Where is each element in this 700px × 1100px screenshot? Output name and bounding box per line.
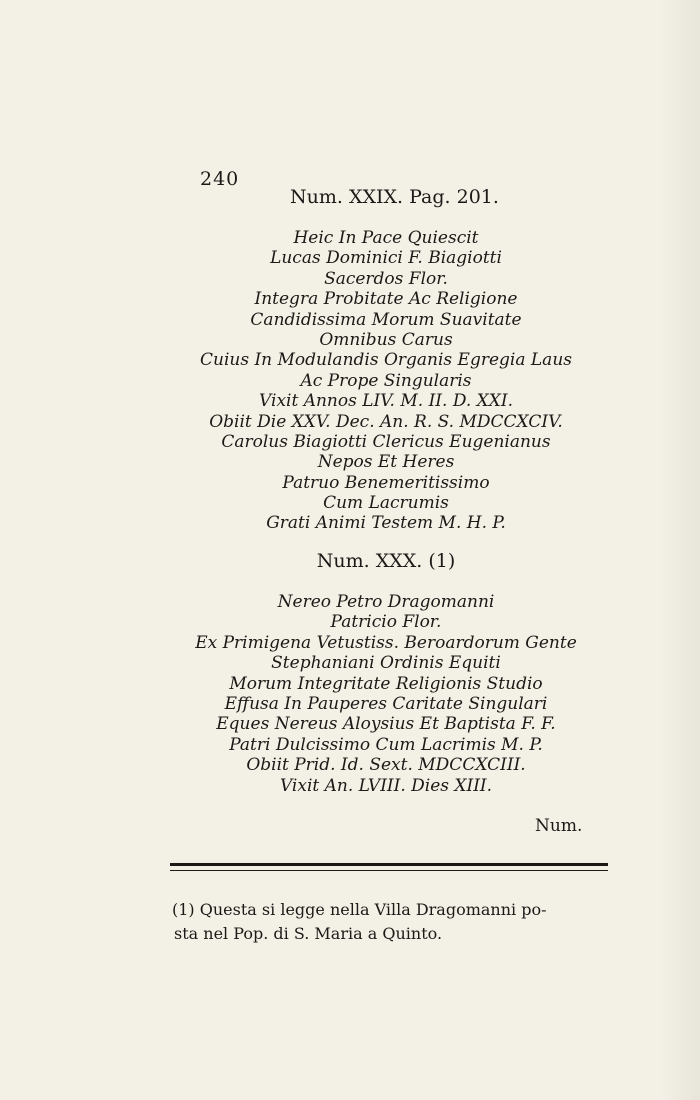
inscription-line: Obiit Die XXV. Dec. An. R. S. MDCCXCIV. [209,411,563,432]
inscription-line: Carolus Biagiotti Clericus Eugenianus [221,431,551,452]
inscription-line: Omnibus Carus [319,329,453,350]
inscription-line: Vixit Annos LIV. M. II. D. XXI. [259,391,513,412]
inscription-line: Nepos Et Heres [317,452,455,473]
catchword: Num. [535,816,583,836]
footnote-line: sta nel Pop. di S. Maria a Quinto. [174,924,443,943]
page-number: 240 [200,168,240,190]
inscription-line: Ex Primigena Vetustiss. Beroardorum Gente [195,632,577,653]
section-heading-xxx: Num. XXX. (1) [316,550,456,572]
inscription-line: Obiit Prid. Id. Sext. MDCCXCIII. [246,755,526,776]
footnote-rule [170,863,608,866]
inscription-xxx [170,592,602,796]
inscription-line: Patruo Benemeritissimo [282,472,490,493]
inscription-xxix [170,228,602,534]
inscription-line: Lucas Dominici F. Biagiotti [270,248,502,269]
inscription-line: Grati Animi Testem M. H. P. [266,513,506,534]
inscription-line: Ac Prope Singularis [300,370,472,391]
page-edge-shadow [660,0,700,1100]
inscription-line: Patri Dulcissimo Cum Lacrimis M. P. [229,734,543,755]
inscription-line: Stephaniani Ordinis Equiti [271,653,501,674]
inscription-line: Sacerdos Flor. [324,268,448,289]
footnote-line: (1) Questa si legge nella Villa Dragomanni po- [172,900,547,919]
inscription-line: Morum Integritate Religionis Studio [229,673,543,694]
running-head: Num. XXIX. Pag. 201. [290,186,499,208]
inscription-line: Effusa In Pauperes Caritate Singulari [224,693,548,714]
inscription-line: Vixit An. LVIII. Dies XIII. [279,775,493,796]
footnote [172,898,608,946]
inscription-line: Nereo Petro Dragomanni [277,592,495,612]
inscription-line: Eques Nereus Aloysius Et Baptista F. F. [216,714,556,735]
inscription-line: Cuius In Modulandis Organis Egregia Laus [199,350,572,371]
page-header [200,168,600,208]
inscription-line: Integra Probitate Ac Religione [254,289,518,310]
inscription-line: Candidissima Morum Suavitate [250,309,522,330]
inscription-line: Patricio Flor. [330,612,442,633]
footnote-rule-thin [170,870,608,871]
inscription-line: Cum Lacrumis [323,493,449,514]
inscription-line: Heic In Pace Quiescit [293,228,479,248]
